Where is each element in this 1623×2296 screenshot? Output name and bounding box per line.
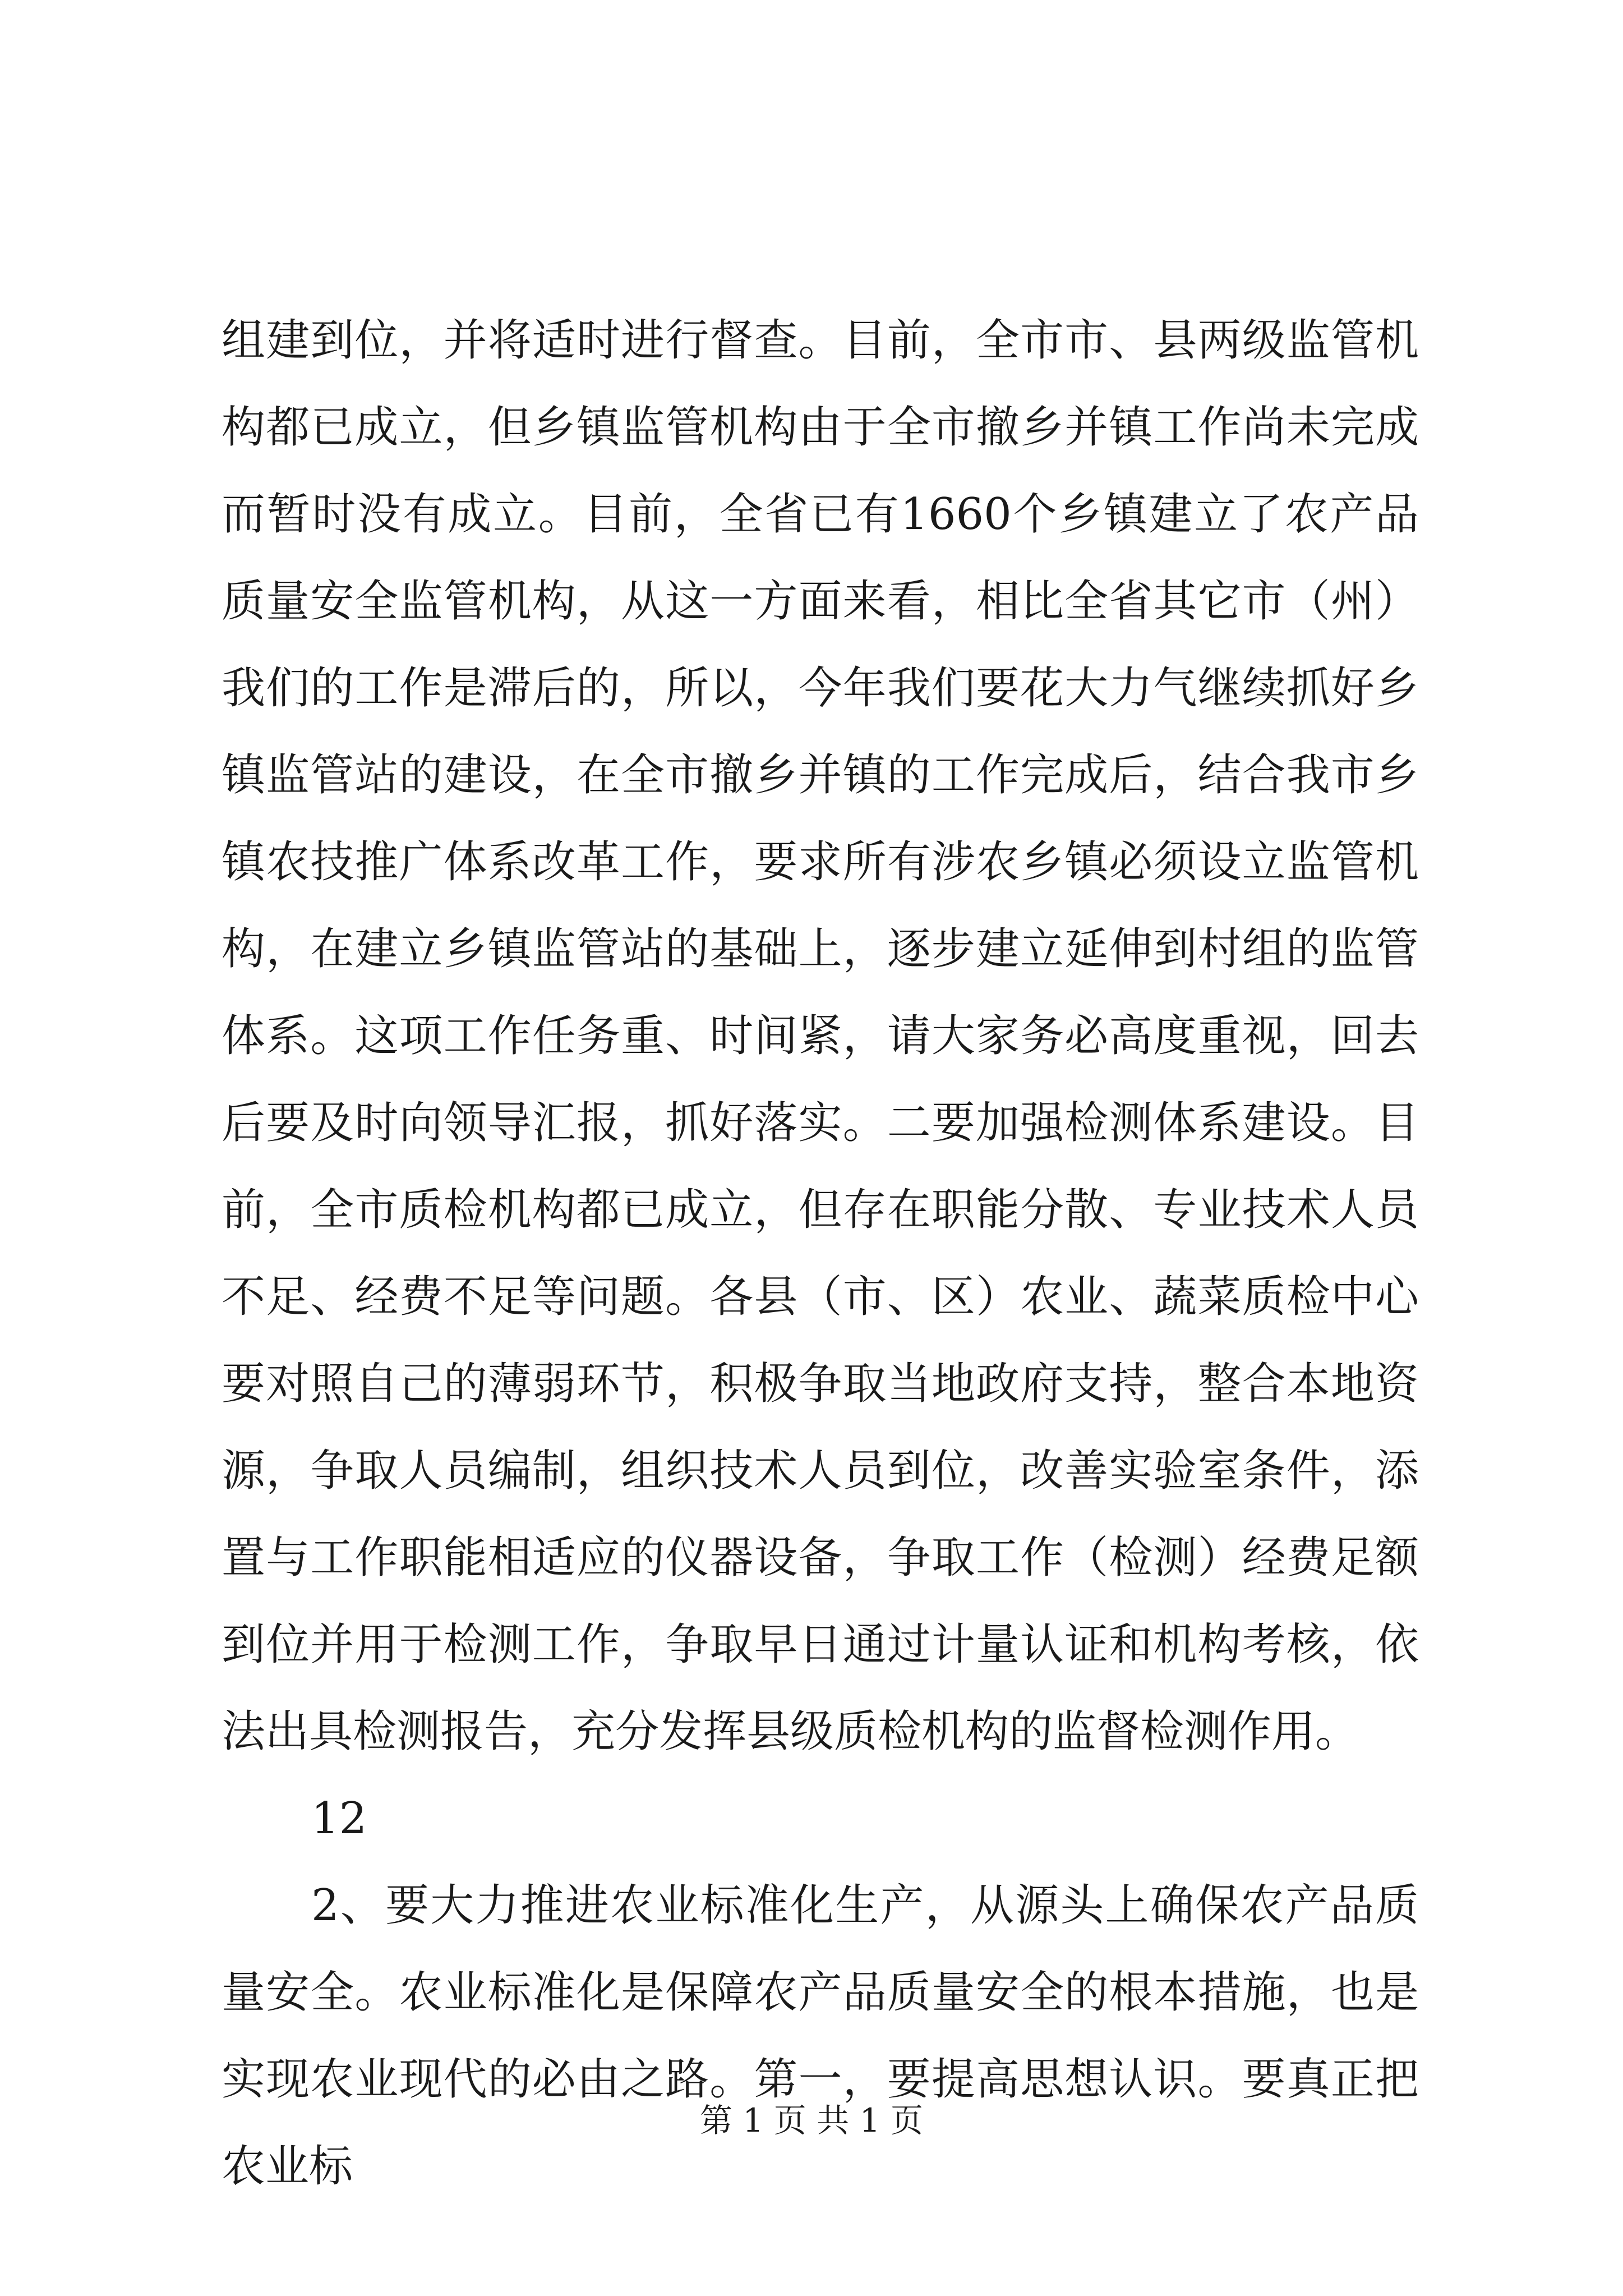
page-footer: 第 1 页 共 1 页 (700, 2101, 923, 2139)
paragraph-1: 组建到位，并将适时进行督查。目前，全市市、县两级监管机构都已成立，但乡镇监管机构由于全市撤乡并镇工作尚未完成而暂时没有成立。目前，全省已有1660个乡镇建立了农产品质量安全监管机构，从这一方面来看，相比全省其它市（州）我们的工作是滞后的，所以，今年我们要花大力气继续抓好乡镇监管站的建设，在全市撤乡并镇的工作完成后，结合我市乡镇农技推广体系改革工作，要求所有涉农乡镇必须设立监管机构，在建立乡镇监管站的基础上，逐步建立延伸到村组的监管体系。这项工作任务重、时间紧，请大家务必高度重视，回去后要及时向领导汇报，抓好落实。二要加强检测体系建设。目前，全市质检机构都已成立，但存在职能分散、专业技术人员不足、经费不足等问题。各县（市、区）农业、蔬菜质检中心要对照自己的薄弱环节，积极争取当地政府支持，整合本地资源，争取人员编制，组织技术人员到位，改善实验室条件，添置与工作职能相适应的仪器设备，争取工作（检测）经费足额到位并用于检测工作，争取早日通过计量认证和机构考核，依法出具检测报告，充分发挥县级质检机构的监督检测作用。 (222, 315, 1419, 1757)
document-body (222, 297, 1419, 2210)
paragraph-2-number: 12 (311, 1793, 367, 1844)
paragraph-3: 2、要大力推进农业标准化生产，从源头上确保农产品质量安全。农业标准化是保障农产品质量安全的根本措施，也是实现农业现代的必由之路。第一，要提高思想认识。要真正把农业标 (222, 1880, 1419, 2192)
